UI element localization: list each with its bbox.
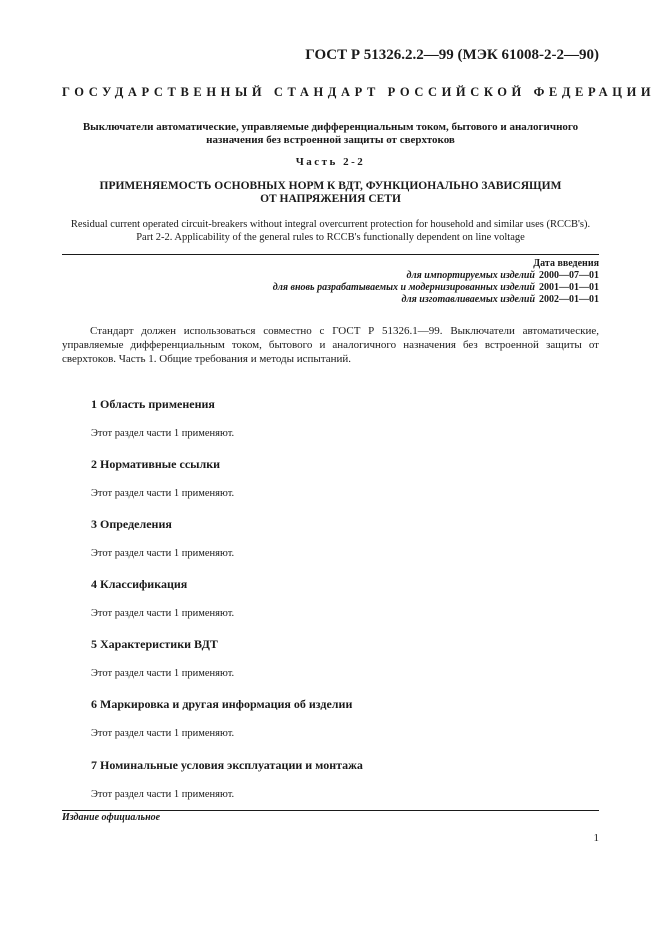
introduction-dates — [219, 258, 599, 306]
bottom-divider — [62, 810, 599, 811]
title-ru-line-1: Выключатели автоматические, управляемые дифференциальным током, бытового и аналогичного — [82, 121, 579, 133]
introduction-label: для вновь разрабатываемых и модернизированных изделий — [272, 282, 535, 293]
section-7-text: Этот раздел части 1 применяют. — [91, 789, 235, 800]
document-title-en — [55, 218, 606, 244]
subtitle-ru-line-1: ПРИМЕНЯЕМОСТЬ ОСНОВНЫХ НОРМ К ВДТ, ФУНКЦИОНАЛЬНО ЗАВИСЯЩИМ — [99, 180, 562, 192]
introduction-date: 2002—01—01 — [539, 294, 599, 305]
introduction-row — [219, 294, 599, 306]
subtitle-ru-line-2: ОТ НАПРЯЖЕНИЯ СЕТИ — [260, 193, 401, 205]
title-ru-line-2: назначения без встроенной защиты от сверхтоков — [206, 134, 455, 146]
document-title-ru — [62, 121, 599, 147]
title-en-line-2: Part 2-2. Applicability of the general rules to RCCB's functionally dependent on line voltage — [136, 232, 525, 243]
section-6-text: Этот раздел части 1 применяют. — [91, 728, 235, 739]
section-2-text: Этот раздел части 1 применяют. — [91, 488, 235, 499]
introduction-row — [219, 270, 599, 282]
section-4-heading: 4 Классификация — [91, 577, 188, 591]
section-3-heading: 3 Определения — [91, 517, 172, 531]
state-standard-banner: ГОСУДАРСТВЕННЫЙ СТАНДАРТ РОССИЙСКОЙ ФЕДЕРАЦИИ — [62, 85, 656, 99]
section-1-heading: 1 Область применения — [91, 397, 215, 411]
section-5-text: Этот раздел части 1 применяют. — [91, 668, 235, 679]
section-7-heading: 7 Номинальные условия эксплуатации и монтажа — [91, 758, 363, 772]
introduction-label: для импортируемых изделий — [406, 270, 535, 281]
section-6-heading: 6 Маркировка и другая информация об изделии — [91, 697, 353, 711]
introduction-heading: Дата введения — [533, 258, 599, 269]
title-en-line-1: Residual current operated circuit-breakers without integral overcurrent protection for household and similar uses (RCCB's). — [70, 219, 591, 230]
part-label: Часть 2-2 — [295, 156, 366, 168]
introduction-date: 2000—07—01 — [539, 270, 599, 281]
scope-paragraph: Стандарт должен использоваться совместно с ГОСТ Р 51326.1—99. Выключатели автоматические, управляемые дифференциальным током, бытового и аналогичного назначения без встроенной защиты от сверхтоков. Часть 1. Общие требования и методы испытаний. — [62, 325, 599, 365]
introduction-date: 2001—01—01 — [539, 282, 599, 293]
edition-note: Издание официальное — [62, 812, 161, 823]
document-subtitle-ru — [62, 180, 599, 206]
document-number: ГОСТ Р 51326.2.2—99 (МЭК 61008-2-2—90) — [305, 47, 599, 63]
introduction-label: для изготавливаемых изделий — [401, 294, 535, 305]
section-2-heading: 2 Нормативные ссылки — [91, 457, 221, 471]
section-5-heading: 5 Характеристики ВДТ — [91, 637, 218, 651]
section-1-text: Этот раздел части 1 применяют. — [91, 428, 235, 439]
section-4-text: Этот раздел части 1 применяют. — [91, 608, 235, 619]
introduction-row — [219, 282, 599, 294]
section-3-text: Этот раздел части 1 применяют. — [91, 548, 235, 559]
page-number: 1 — [593, 832, 599, 844]
top-divider — [62, 254, 599, 255]
